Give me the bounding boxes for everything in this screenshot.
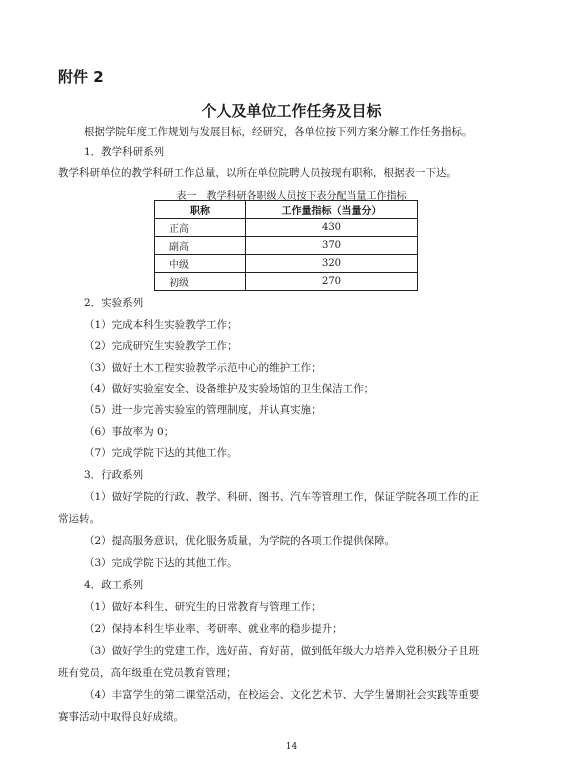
page-number: 14 — [285, 742, 298, 752]
table-header-cell: 工作量指标（当量分） — [246, 201, 418, 219]
page-title: 个人及单位工作任务及目标 — [201, 102, 382, 120]
section3-item: （2）提高服务意识，优化服务质量，为学院的各项工作提供保障。 — [84, 535, 396, 547]
intro-paragraph: 根据学院年度工作规划与发展目标，经研究，各单位按下列方案分解工作任务指标。 — [84, 126, 473, 138]
section4-item: （2）保持本科生毕业率、考研率、就业率的稳步提升； — [84, 623, 343, 635]
table-header-cell: 职称 — [155, 201, 246, 219]
section4-heading: 4．政工系列 — [84, 579, 144, 591]
section4-item: （1）做好本科生、研究生的日常教育与管理工作； — [84, 601, 322, 613]
table-row — [155, 237, 418, 255]
table-cell-value: 320 — [246, 255, 418, 273]
section3-item: （1）做好学院的行政、教学、科研、图书、汽车等管理工作，保证学院各项工作的正 — [84, 491, 480, 503]
section2-item: （6）事故率为 0； — [84, 426, 175, 438]
attachment-label: 附件 2 — [58, 68, 104, 86]
table-caption: 表一 教学科研各职级人员按下表分配当量工作指标 — [176, 191, 407, 202]
section3-heading: 3．行政系列 — [84, 469, 144, 481]
section2-item: （3）做好土木工程实验教学示范中心的维护工作； — [84, 362, 322, 374]
section3-item-continued: 常运转。 — [58, 513, 100, 525]
section4-item: （4）丰富学生的第二课堂活动，在校运会、文化艺术节、大学生暑期社会实践等重要 — [84, 689, 480, 701]
section1-heading: 1．教学科研系列 — [84, 146, 165, 158]
table-row — [155, 273, 418, 291]
table-cell-value: 270 — [246, 273, 418, 291]
section4-item: （3）做好学生的党建工作，选好苗、育好苗，做到低年级大力培养入党积极分子且班 — [84, 645, 480, 657]
section2-item: （7）完成学院下达的其他工作。 — [84, 447, 238, 459]
section3-item: （3）完成学院下达的其他工作。 — [84, 557, 238, 569]
section2-item: （1）完成本科生实验教学工作； — [84, 319, 238, 331]
table-cell-title: 副高 — [155, 237, 246, 255]
table-row — [155, 219, 418, 237]
table-cell-title: 正高 — [155, 219, 246, 237]
table-cell-title: 初级 — [155, 273, 246, 291]
section1-text: 教学科研单位的教学科研工作总量，以所在单位院聘人员按现有职称，根据表一下达。 — [58, 167, 457, 179]
section2-item: （5）进一步完善实验室的管理制度，并认真实施； — [84, 404, 322, 416]
table-cell-value: 430 — [246, 219, 418, 237]
table-cell-value: 370 — [246, 237, 418, 255]
table-header-row — [155, 201, 418, 219]
section2-item: （2）完成研究生实验教学工作； — [84, 340, 238, 352]
workload-table — [154, 200, 418, 291]
section2-heading: 2．实验系列 — [84, 297, 144, 309]
section2-item: （4）做好实验室安全、设备维护及实验场馆的卫生保洁工作； — [84, 383, 375, 395]
section4-item-continued: 班有党员，高年级重在党员教育管理； — [58, 667, 237, 679]
section4-item-continued: 赛事活动中取得良好成绩。 — [58, 711, 184, 723]
table-row — [155, 255, 418, 273]
table-cell-title: 中级 — [155, 255, 246, 273]
